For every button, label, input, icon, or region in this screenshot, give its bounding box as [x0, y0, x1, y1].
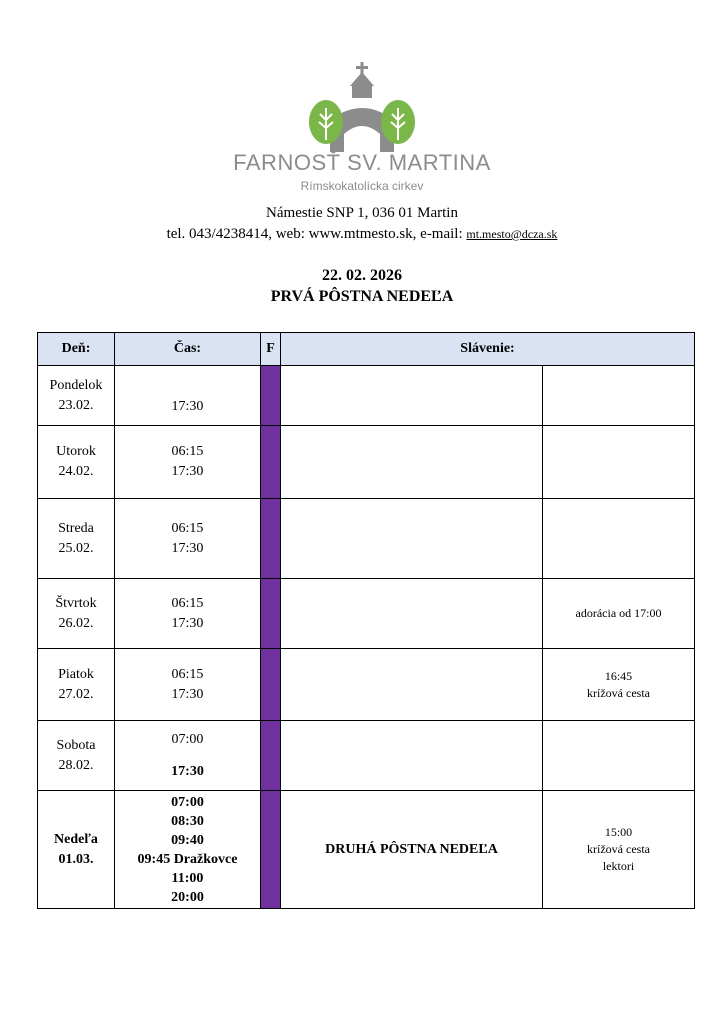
day-name: Utorok [56, 444, 96, 459]
bulletin-date: 22. 02. 2026 [322, 267, 402, 284]
church-tower-icon [330, 62, 394, 152]
day-date: 27.02. [58, 686, 94, 702]
mass-time: 20:00 [171, 889, 204, 905]
note-line: 16:45 [604, 668, 633, 683]
header-f: F [261, 333, 281, 366]
mass-time: 11:00 [171, 870, 204, 886]
table-row [38, 579, 695, 649]
celebration-cell [281, 721, 543, 791]
time-cell [115, 791, 261, 909]
day-cell [38, 579, 115, 649]
day-name: Nedeľa [54, 831, 98, 847]
mass-time: 07:00 [171, 794, 204, 810]
table-row [38, 791, 695, 909]
celebration-cell [281, 426, 543, 499]
time-cell [115, 649, 261, 721]
mass-time: 09:45 Dražkovce [137, 851, 238, 867]
email-link[interactable]: mt.mesto@dcza.sk [466, 227, 558, 241]
mass-time: 06:15 [171, 520, 204, 536]
mass-time: 17:30 [171, 615, 204, 631]
left-tree-icon [309, 100, 343, 144]
mass-time: 17:30 [171, 464, 204, 479]
note-line: krížová cesta [587, 842, 650, 856]
day-date: 24.02. [58, 464, 94, 479]
day-cell [38, 649, 115, 721]
header-day: Deň: [38, 333, 115, 366]
mass-time: 07:00 [171, 731, 204, 747]
mass-time: 08:30 [171, 813, 204, 829]
table-row [38, 366, 695, 426]
table-row [38, 426, 695, 499]
header-celebration: Slávenie: [281, 333, 695, 366]
contact-line [0, 226, 724, 243]
schedule-table [37, 332, 695, 909]
note-line: lektori [602, 859, 635, 873]
day-date: 28.02. [58, 757, 94, 773]
celebration-cell: DRUHÁ PÔSTNA NEDEĽA [281, 791, 543, 909]
header-time: Čas: [115, 333, 261, 366]
liturgical-color-cell [261, 499, 281, 579]
note-cell [543, 721, 695, 791]
day-name: Sobota [56, 737, 96, 753]
org-name: FARNOSŤ SV. MARTINA [233, 150, 491, 175]
mass-time: 17:30 [171, 540, 204, 556]
org-subtitle: Rímskokatolícka cirkev [300, 179, 424, 193]
day-name: Piatok [58, 666, 94, 682]
note-cell [543, 426, 695, 499]
liturgical-color-cell [261, 579, 281, 649]
day-cell [38, 366, 115, 426]
note-cell [543, 791, 695, 909]
mass-time: 17:30 [171, 763, 204, 779]
time-cell [115, 721, 261, 791]
day-date: 25.02. [58, 540, 94, 556]
day-cell [38, 721, 115, 791]
note-cell [543, 366, 695, 426]
sunday-title: PRVÁ PÔSTNA NEDEĽA [270, 288, 454, 305]
note-line: krížová cesta [587, 685, 650, 700]
note-line: 15:00 [604, 825, 633, 839]
day-name: Pondelok [49, 377, 103, 393]
time-cell [115, 579, 261, 649]
day-cell [38, 499, 115, 579]
celebration-cell [281, 499, 543, 579]
parish-logo [300, 62, 424, 152]
liturgical-color-cell [261, 649, 281, 721]
celebration-cell [281, 366, 543, 426]
celebration-cell [281, 579, 543, 649]
table-row [38, 721, 695, 791]
time-cell [115, 426, 261, 499]
day-date: 23.02. [58, 397, 94, 413]
mass-time: 17:30 [171, 399, 204, 414]
note-cell [543, 499, 695, 579]
table-row [38, 649, 695, 721]
mass-time: 06:15 [171, 595, 204, 611]
day-name: Streda [58, 520, 94, 536]
mass-time: 17:30 [171, 686, 204, 702]
address-line: Námestie SNP 1, 036 01 Martin [266, 205, 458, 221]
table-header-row [38, 333, 695, 366]
mass-time: 06:15 [171, 666, 204, 682]
day-cell [38, 426, 115, 499]
contact-text: tel. 043/4238414, web: www.mtmesto.sk, e-mail: [166, 226, 467, 242]
day-name: Štvrtok [55, 595, 97, 611]
note-cell [543, 649, 695, 721]
liturgical-color-cell [261, 426, 281, 499]
mass-time: 09:40 [171, 832, 204, 848]
day-cell [38, 791, 115, 909]
time-cell [115, 366, 261, 426]
time-cell [115, 499, 261, 579]
table-row [38, 499, 695, 579]
liturgical-color-cell [261, 791, 281, 909]
liturgical-color-cell [261, 721, 281, 791]
mass-time: 06:15 [171, 444, 204, 459]
note-line: adorácia od 17:00 [575, 606, 662, 620]
day-date: 01.03. [58, 851, 94, 867]
day-date: 26.02. [58, 615, 94, 631]
celebration-cell [281, 649, 543, 721]
liturgical-color-cell [261, 366, 281, 426]
note-cell [543, 579, 695, 649]
right-tree-icon [381, 100, 415, 144]
